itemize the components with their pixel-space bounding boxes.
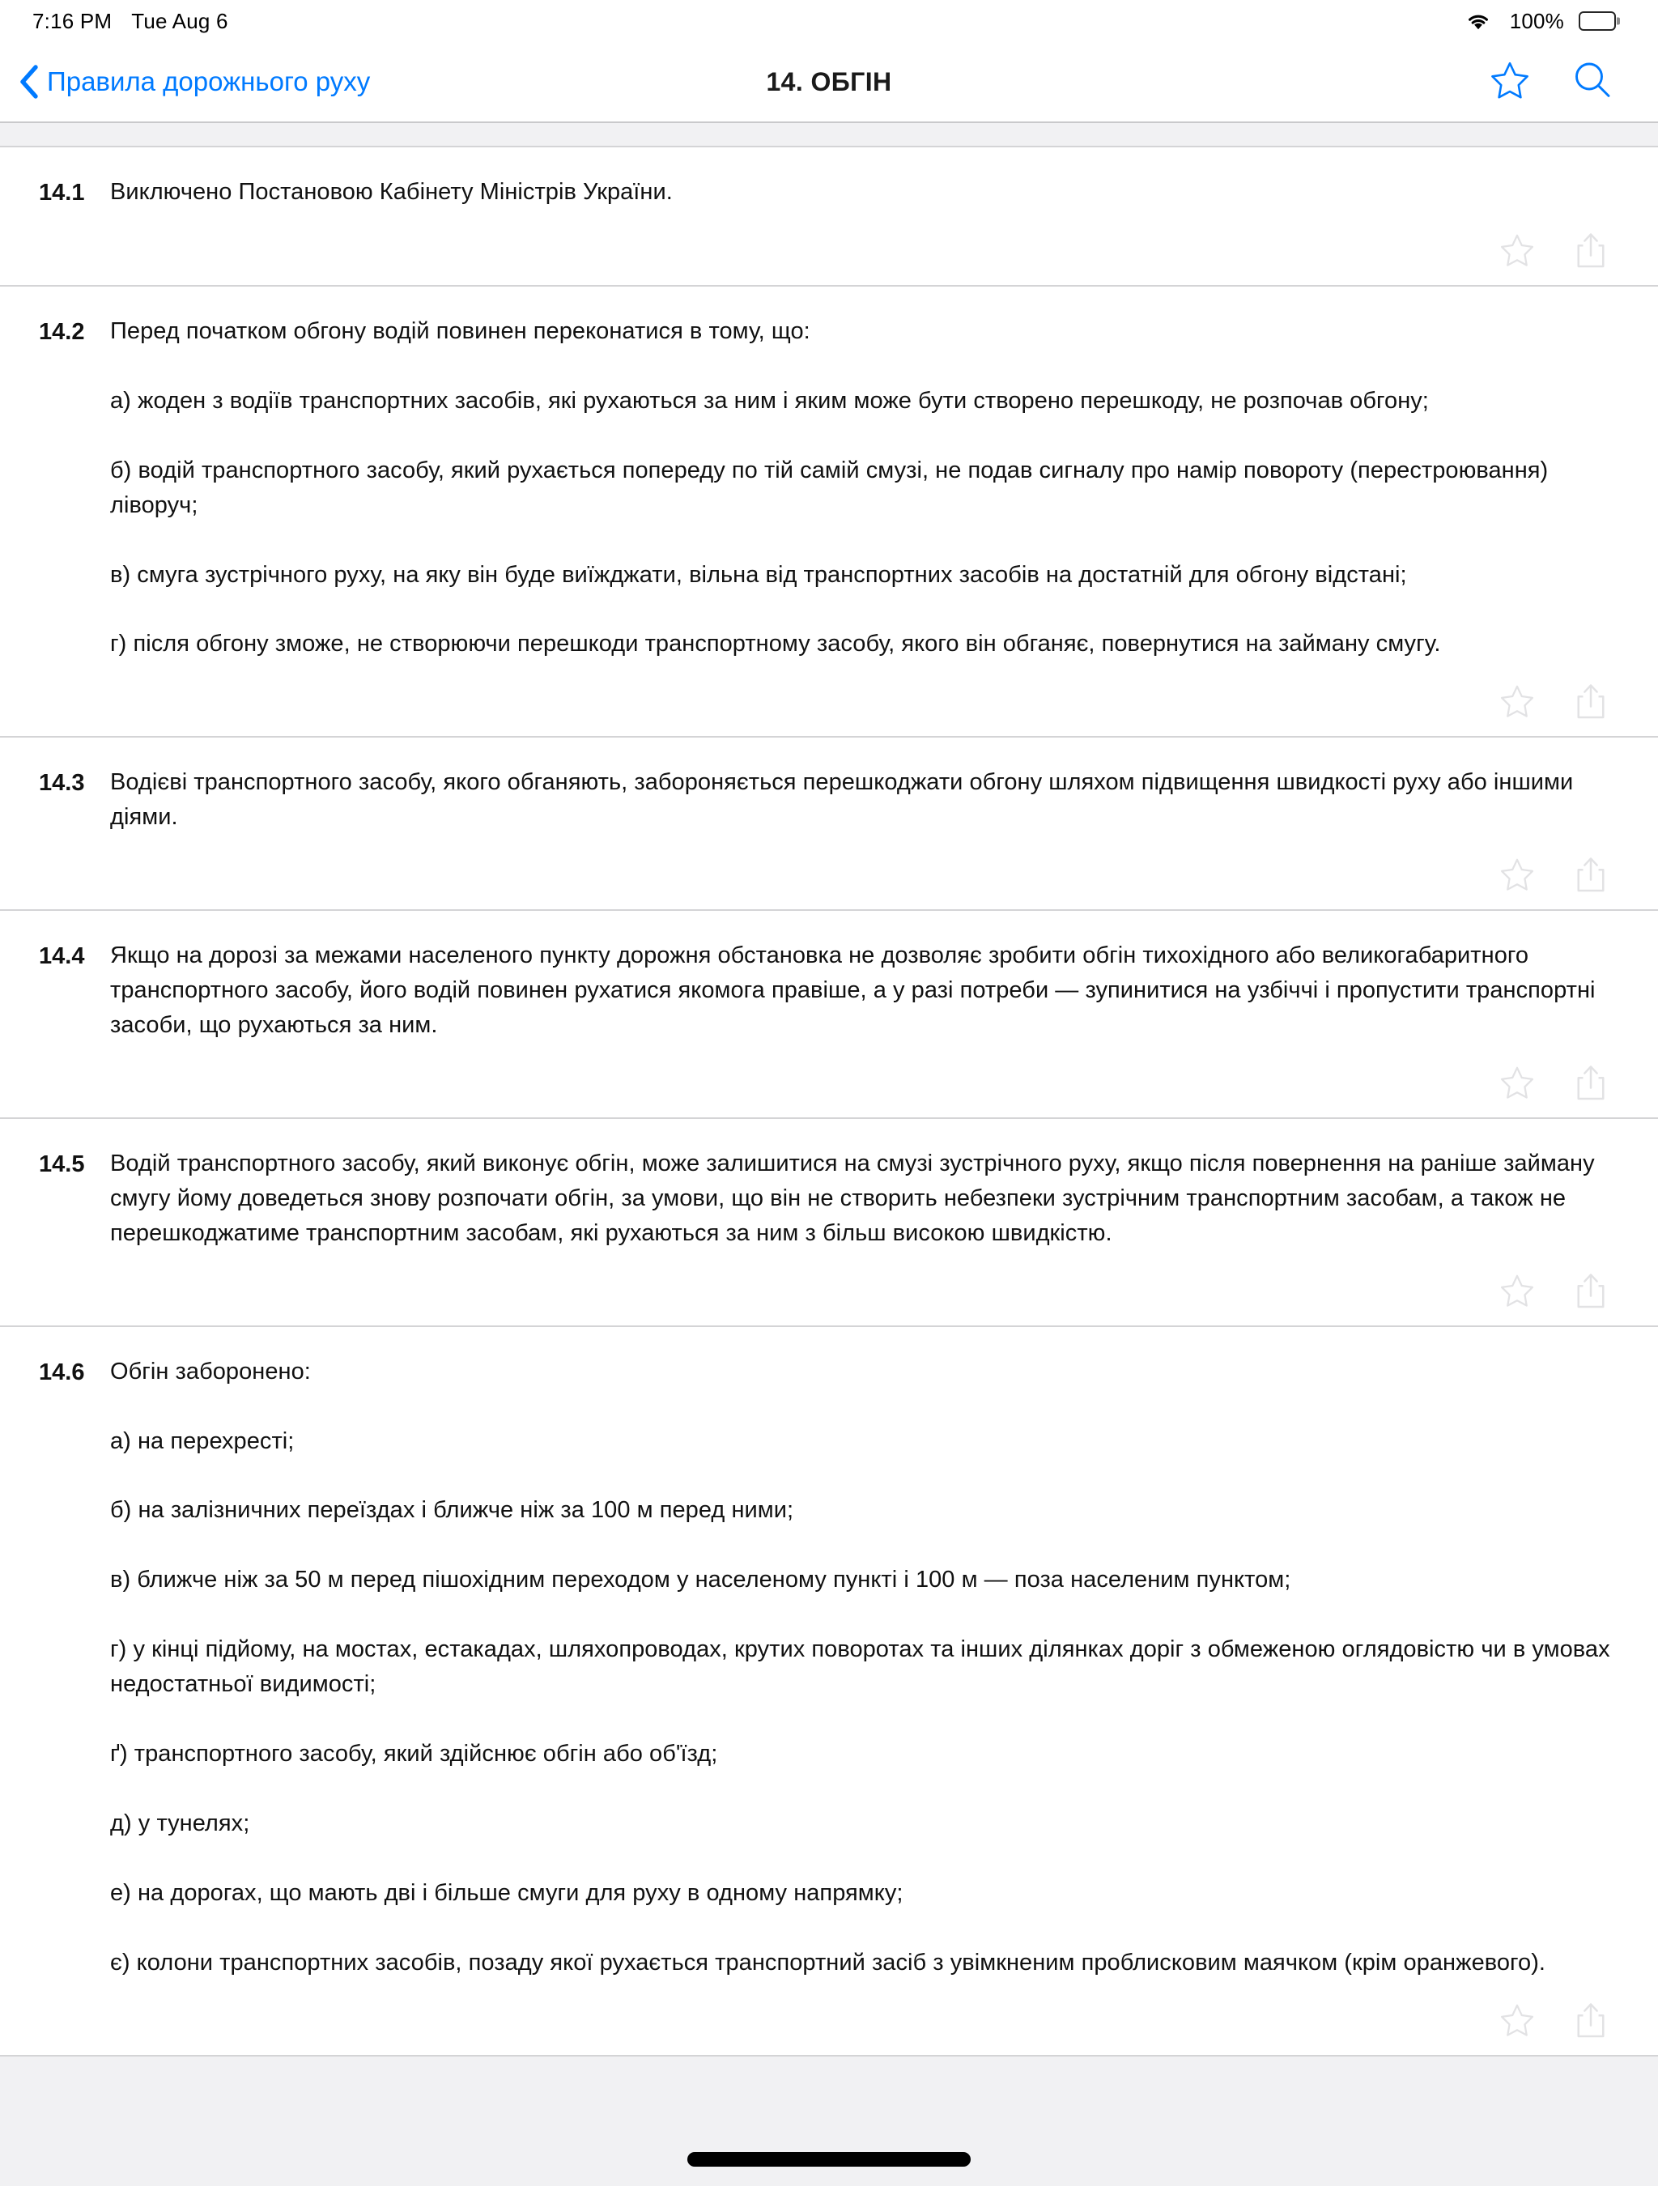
wifi-icon <box>1465 11 1492 32</box>
rule-head <box>39 314 1619 661</box>
battery-full-icon <box>1579 11 1616 31</box>
status-time: 7:16 PM <box>32 8 113 33</box>
rule-number: 14.5 <box>39 1151 85 1177</box>
rule-sub-item: в) ближче ніж за 50 м перед пішохідним переходом у населеному пункті і 100 м — поза населеним пунктом; <box>110 1567 1291 1593</box>
rule-actions <box>39 1251 1619 1325</box>
rule-sub-item: г) після обгону зможе, не створюючи перешкоди транспортному засобу, якого він обганяє, повернутися на займану смугу. <box>110 631 1441 657</box>
chevron-left-icon <box>18 64 39 100</box>
search-icon[interactable] <box>1572 60 1613 104</box>
rule-sub-item: а) жоден з водіїв транспортних засобів, які рухаються за ним і яким може бути створено перешкоду, не розпочав обгону; <box>110 387 1429 414</box>
share-icon[interactable] <box>1574 2001 1608 2039</box>
nav-separator <box>0 123 1658 147</box>
rule-section <box>0 287 1658 738</box>
rule-sub-item: ґ) транспортного засобу, який здійснює обгін або об'їзд; <box>110 1741 718 1767</box>
share-icon[interactable] <box>1574 683 1608 720</box>
rule-section <box>0 1119 1658 1327</box>
rule-head <box>39 175 1619 211</box>
rule-sub-item: в) смуга зустрічного руху, на яку він буде виїжджати, вільна від транспортних засобів на достатній для обгону відстані; <box>110 561 1407 588</box>
rule-number: 14.4 <box>39 943 85 970</box>
status-bar-left <box>32 9 228 34</box>
star-outline-icon[interactable] <box>1499 1066 1535 1100</box>
rule-text: Якщо на дорозі за межами населеного пункту дорожня обстановка не дозволяє зробити обгін тихохідного або великогабаритного транспортного засобу, його водій повинен рухатися якомога правіше, а у разі потреби — зупинитися на узбіччі і пропустити транспортні засоби, що рухаються за ним. <box>110 942 1596 1038</box>
rule-actions <box>39 211 1619 285</box>
rule-sub-item: е) на дорогах, що мають дві і більше смуги для руху в одному напрямку; <box>110 1879 903 1906</box>
rule-actions <box>39 1980 1619 2055</box>
star-outline-icon[interactable] <box>1499 684 1535 718</box>
rules-list <box>0 147 1658 2057</box>
share-icon[interactable] <box>1574 1064 1608 1101</box>
rule-number: 14.1 <box>39 180 85 206</box>
navigation-bar <box>0 42 1658 123</box>
bottom-area <box>0 2057 1658 2186</box>
rule-section <box>0 147 1658 287</box>
page-title: 14. ОБГІН <box>766 66 892 96</box>
rule-sub-item: б) водій транспортного засобу, який рухається попереду по тій самій смузі, не подав сигналу про намір повороту (перестроювання) ліворуч; <box>110 457 1549 518</box>
star-outline-icon[interactable] <box>1499 233 1535 267</box>
status-bar-right <box>1465 9 1616 34</box>
rule-head <box>39 938 1619 1043</box>
rule-actions <box>39 835 1619 909</box>
rule-sub-item: г) у кінці підйому, на мостах, естакадах, шляхопроводах, крутих поворотах та інших ділянках доріг з обмеженою оглядовістю чи в умовах недостатньої видимості; <box>110 1636 1610 1698</box>
rule-head <box>39 765 1619 835</box>
rule-actions <box>39 661 1619 736</box>
star-outline-icon[interactable] <box>1490 61 1530 104</box>
rule-text: Перед початком обгону водій повинен переконатися в тому, що: <box>110 317 810 344</box>
navigation-actions <box>1490 60 1658 104</box>
star-outline-icon[interactable] <box>1499 2003 1535 2037</box>
rule-sub-item: д) у тунелях; <box>110 1810 250 1836</box>
rule-body <box>110 765 1619 835</box>
rule-number: 14.2 <box>39 318 85 345</box>
status-bar <box>0 0 1658 42</box>
share-icon[interactable] <box>1574 1272 1608 1309</box>
battery-percent-label: 100% <box>1509 8 1564 33</box>
rule-body <box>110 938 1619 1043</box>
rule-text: Водієві транспортного засобу, якого обганяють, забороняється перешкоджати обгону шляхом підвищення швидкості руху або іншими діями. <box>110 769 1574 831</box>
back-button-label: Правила дорожнього руху <box>47 66 371 96</box>
rule-section <box>0 911 1658 1119</box>
rule-body <box>110 175 1619 210</box>
rule-sub-item: а) на перехресті; <box>110 1427 295 1454</box>
star-outline-icon[interactable] <box>1499 1274 1535 1308</box>
share-icon[interactable] <box>1574 856 1608 893</box>
rule-text: Виключено Постановою Кабінету Міністрів України. <box>110 179 673 205</box>
rule-number: 14.3 <box>39 770 85 797</box>
rule-actions <box>39 1043 1619 1117</box>
rule-head <box>39 1355 1619 1980</box>
rule-number: 14.6 <box>39 1359 85 1385</box>
back-button[interactable] <box>0 64 370 100</box>
rule-head <box>39 1146 1619 1251</box>
star-outline-icon[interactable] <box>1499 857 1535 891</box>
status-date: Tue Aug 6 <box>131 8 228 33</box>
rule-text: Обгін заборонено: <box>110 1358 311 1385</box>
rule-text: Водій транспортного засобу, який виконує обгін, може залишитися на смузі зустрічного руху, якщо після повернення на раніше займану смугу йому доведеться знову розпочати обгін, за умови, що він не створить небезпеки зустрічним транспортним засобам, а також не перешкоджатиме транспортним засобам, які рухаються за ним з більш високою швидкістю. <box>110 1150 1595 1246</box>
share-icon[interactable] <box>1574 232 1608 269</box>
rule-section <box>0 738 1658 911</box>
rule-body <box>110 1146 1619 1251</box>
home-indicator[interactable] <box>687 2152 971 2167</box>
rule-section <box>0 1327 1658 2057</box>
rule-sub-item: є) колони транспортних засобів, позаду якої рухається транспортний засіб з увімкненим проблисковим маячком (крім оранжевого). <box>110 1949 1546 1976</box>
rule-sub-item: б) на залізничних переїздах і ближче ніж за 100 м перед ними; <box>110 1497 794 1524</box>
rule-body <box>110 314 1619 661</box>
rule-body <box>110 1355 1619 1980</box>
